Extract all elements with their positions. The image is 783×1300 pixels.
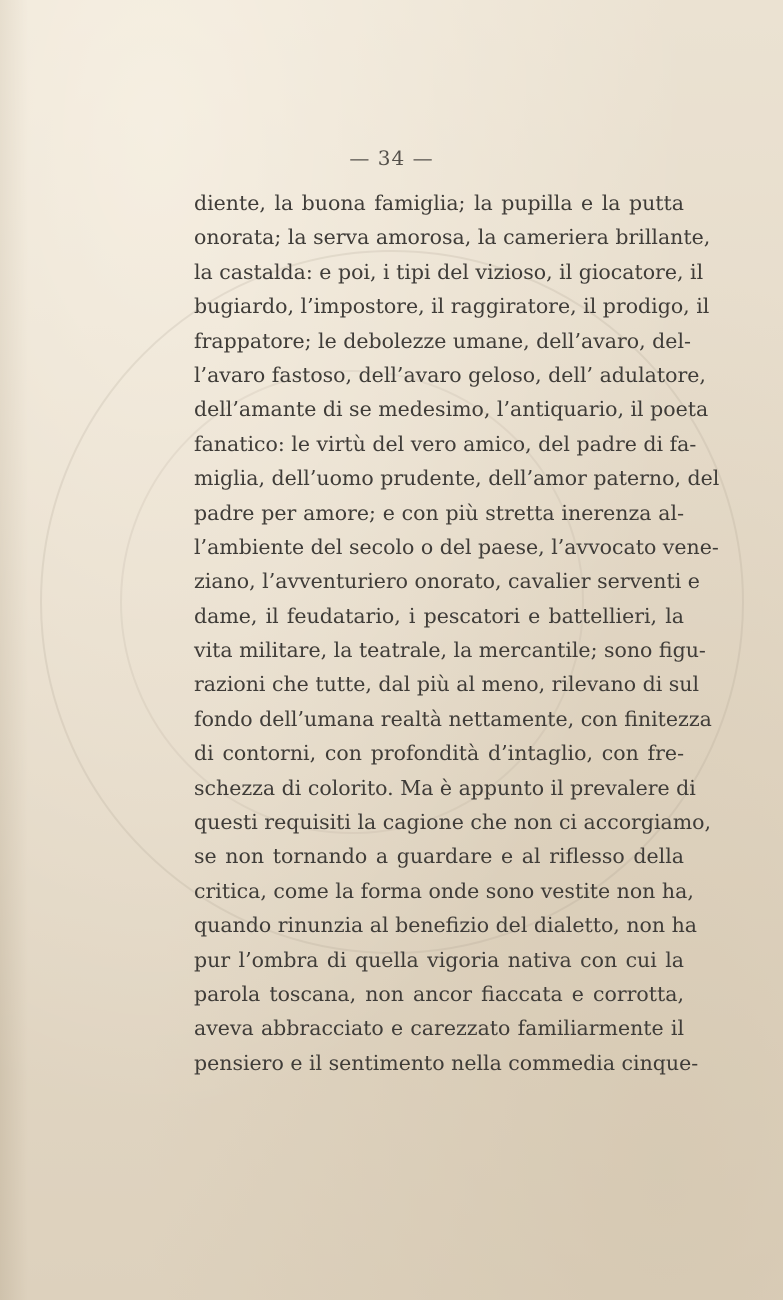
text-line: vita militare, la teatrale, la mercantile; sono figu- <box>194 638 706 663</box>
text-line: fondo dell’umana realtà nettamente, con finitezza <box>194 706 712 731</box>
text-line: la castalda: e poi, i tipi del vizioso, il giocatore, il <box>194 259 704 284</box>
text-line: fanatico: le virtù del vero amico, del padre di fa- <box>194 431 697 456</box>
text-line: frappatore; le debolezze umane, dell’avaro, del- <box>194 328 691 353</box>
text-line: pur l’ombra di quella vigoria nativa con cui la <box>194 947 684 972</box>
text-line: parola toscana, non ancor fiaccata e corrotta, <box>194 981 684 1006</box>
text-line: bugiardo, l’impostore, il raggiratore, il prodigo, il <box>194 294 710 319</box>
text-line: onorata; la serva amorosa, la cameriera brillante, <box>194 225 711 250</box>
text-line: quando rinunzia al benefizio del dialetto, non ha <box>194 913 698 938</box>
text-line: critica, come la forma onde sono vestite non ha, <box>194 878 694 903</box>
text-line: miglia, dell’uomo prudente, dell’amor paterno, del <box>194 466 720 491</box>
body-text <box>194 186 720 1080</box>
text-line: diente, la buona famiglia; la pupilla e la putta <box>194 191 684 215</box>
text-line: razioni che tutte, dal più al meno, rilevano di sul <box>194 672 700 697</box>
text-line: padre per amore; e con più stretta inerenza al- <box>194 500 684 525</box>
text-line: l’ambiente del secolo o del paese, l’avvocato vene- <box>194 534 719 559</box>
text-line: aveva abbracciato e carezzato familiarmente il <box>194 1016 684 1041</box>
text-line: pensiero e il sentimento nella commedia cinque- <box>194 1050 699 1075</box>
text-line: questi requisiti la cagione che non ci accorgiamo, <box>194 810 712 835</box>
text-line: dell’amante di se medesimo, l’antiquario, il poeta <box>194 397 709 422</box>
text-line: dame, il feudatario, i pescatori e battellieri, la <box>194 603 684 628</box>
text-line: schezza di colorito. Ma è appunto il prevalere di <box>194 775 696 800</box>
text-line: ziano, l’avventuriero onorato, cavalier serventi e <box>194 569 700 594</box>
text-line: di contorni, con profondità d’intaglio, con fre- <box>194 741 684 766</box>
text-line: se non tornando a guardare e al riflesso della <box>194 844 684 869</box>
page-number: — 34 — <box>349 146 434 170</box>
text-line: l’avaro fastoso, dell’avaro geloso, dell’ adulatore, <box>194 362 706 387</box>
